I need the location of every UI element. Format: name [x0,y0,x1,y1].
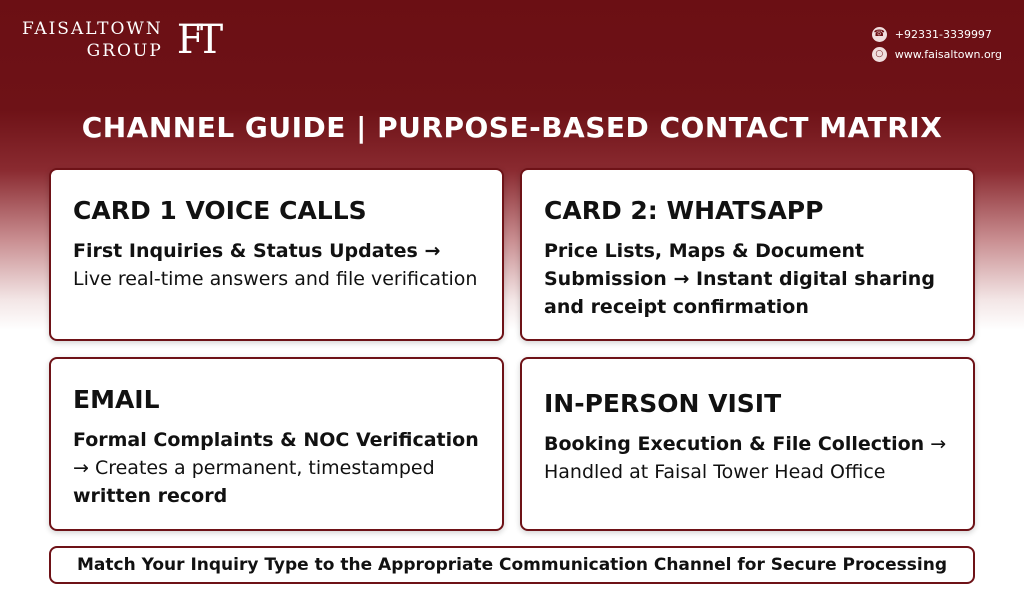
card-heading: EMAIL [73,385,160,414]
card-body [544,430,951,486]
card-heading: CARD 1 VOICE CALLS [73,196,367,225]
logo-line-1: FAISALTOWN [22,19,163,39]
globe-icon: ○ [872,47,887,62]
company-logo [22,18,215,62]
card-body-text: → Handled at Faisal Tower Head Office [544,433,947,483]
card-body-bold: Formal Complaints & NOC Verification [73,429,479,451]
website-row [872,44,1002,64]
card-heading: IN-PERSON VISIT [544,389,782,418]
card-voice-calls [49,168,504,341]
phone-icon: ☎ [872,27,887,42]
footer-banner: Match Your Inquiry Type to the Appropriate Communication Channel for Secure Processing [49,546,975,584]
card-body [73,426,480,510]
card-body-bold: Price Lists, Maps & Document Submission → Instant digital sharing and receipt confirmation [544,240,935,318]
card-body-text: → Creates a permanent, timestamped [73,457,435,479]
card-body-text: Live real-time answers and file verification [73,268,478,290]
card-body [73,237,480,293]
card-body [544,237,951,321]
contact-info [872,24,1002,64]
logo-line-2: GROUP [86,41,163,61]
card-email [49,357,504,531]
logo-monogram: FT [176,17,216,63]
card-body-bold: First Inquiries & Status Updates → [73,240,441,262]
card-body-bold-2: written record [73,485,228,507]
card-body-bold: Booking Execution & File Collection [544,433,925,455]
phone-row [872,24,1002,44]
card-whatsapp [520,168,975,341]
card-in-person-visit [520,357,975,531]
phone-number: +92331-3339997 [894,27,992,41]
page-title: CHANNEL GUIDE | PURPOSE-BASED CONTACT MATRIX [81,111,943,144]
card-heading: CARD 2: WHATSAPP [544,196,824,225]
logo-text [22,18,163,62]
website-url: www.faisaltown.org [894,47,1002,61]
